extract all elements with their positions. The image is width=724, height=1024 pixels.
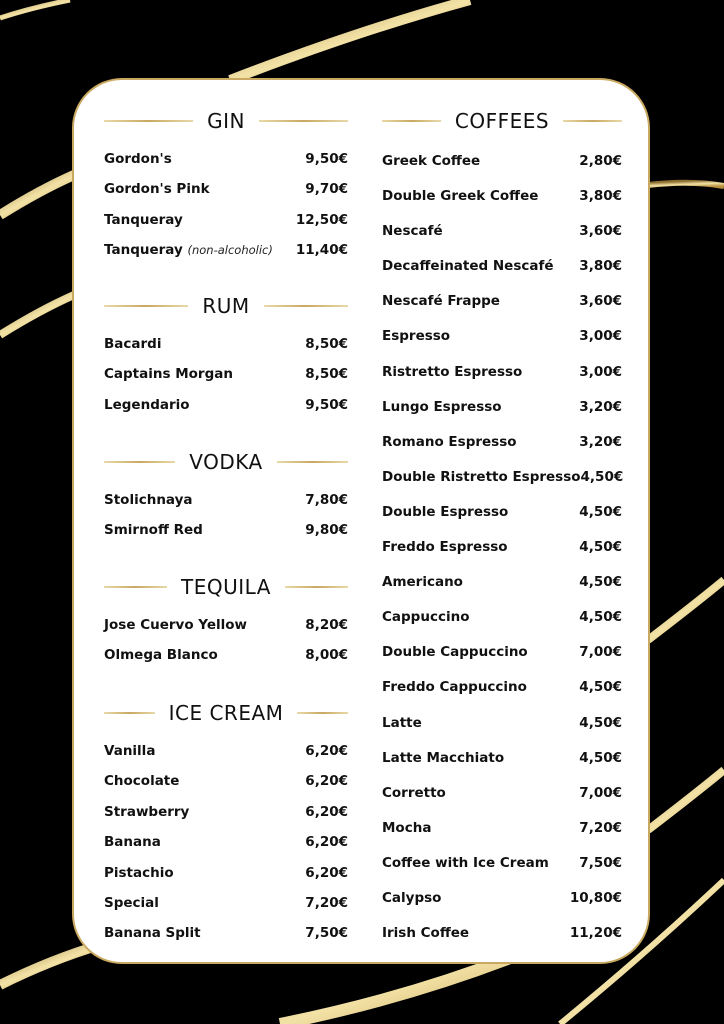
item-price: 7,00€ — [579, 784, 622, 801]
item-price: 6,20€ — [305, 803, 348, 820]
item-price: 8,50€ — [305, 336, 348, 352]
heading-line-left — [104, 461, 175, 463]
menu-item — [382, 811, 622, 846]
item-price: 9,50€ — [305, 396, 348, 413]
item-list — [104, 485, 348, 546]
section-tequila — [104, 572, 348, 671]
item-name: Chocolate — [104, 773, 180, 790]
menu-item — [382, 846, 622, 881]
item-name: Banana — [104, 834, 161, 851]
heading-line-right — [277, 461, 348, 463]
item-name: Legendario — [104, 396, 190, 413]
item-name: Gordon's Pink — [104, 181, 210, 198]
section-title: VODKA — [189, 450, 263, 474]
item-price: 3,60€ — [579, 223, 622, 240]
menu-item — [104, 485, 348, 515]
section-heading — [382, 106, 622, 136]
menu-item — [382, 916, 622, 951]
item-price: 4,50€ — [579, 574, 622, 591]
item-price: 4,50€ — [579, 679, 622, 696]
menu-item — [382, 319, 622, 354]
item-name: Mocha — [382, 819, 432, 836]
section-ice-cream — [104, 698, 348, 949]
item-name: Latte Macchiato — [382, 749, 505, 766]
item-note: (non-alcoholic) — [187, 243, 273, 258]
item-name: Latte — [382, 714, 422, 731]
item-name: Cappuccino — [382, 609, 470, 626]
item-price: 4,50€ — [579, 609, 622, 626]
item-name: Double Greek Coffee — [382, 188, 539, 205]
item-price: 2,80€ — [579, 153, 622, 169]
menu-item — [104, 390, 348, 420]
section-heading — [104, 291, 348, 321]
item-name: Smirnoff Red — [104, 522, 203, 539]
item-price: 3,80€ — [579, 258, 622, 275]
item-price: 6,20€ — [305, 834, 348, 851]
menu-item — [382, 425, 622, 460]
item-name: Olmega Blanco — [104, 647, 218, 664]
item-price: 4,50€ — [579, 503, 622, 520]
item-price: 10,80€ — [569, 889, 622, 906]
heading-line-left — [104, 120, 193, 122]
item-price: 11,20€ — [569, 925, 622, 942]
item-name: Romano Espresso — [382, 433, 517, 450]
item-name: Americano — [382, 574, 463, 591]
menu-item — [104, 918, 348, 948]
item-name: Strawberry — [104, 803, 190, 820]
menu-item — [382, 495, 622, 530]
item-price: 4,50€ — [580, 468, 624, 485]
menu-item — [382, 249, 622, 284]
item-name: Nescafé Frappe — [382, 293, 500, 310]
item-name: Double Ristretto Espresso — [382, 468, 581, 485]
item-name: Gordon's — [104, 151, 172, 167]
heading-line-right — [297, 712, 348, 714]
menu-item — [382, 706, 622, 741]
menu-item — [382, 600, 622, 635]
menu-item — [104, 797, 348, 827]
heading-line-left — [104, 305, 188, 307]
section-title: COFFEES — [454, 109, 550, 133]
item-price: 11,40€ — [295, 242, 348, 259]
menu-item — [382, 670, 622, 705]
item-name: Jose Cuervo Yellow — [104, 617, 247, 633]
menu-item — [104, 736, 348, 766]
item-price: 3,60€ — [579, 293, 622, 310]
heading-line-left — [104, 586, 167, 588]
item-price: 9,80€ — [305, 522, 348, 539]
item-price: 7,50€ — [579, 854, 622, 871]
item-price: 7,20€ — [579, 819, 622, 836]
item-name: Banana Split — [104, 925, 201, 942]
menu-item — [104, 766, 348, 796]
item-name: Special — [104, 894, 159, 911]
item-name: Double Cappuccino — [382, 644, 528, 661]
item-name: Pistachio — [104, 864, 174, 881]
menu-item — [382, 144, 622, 179]
section-heading — [104, 106, 348, 136]
menu-item — [382, 776, 622, 811]
section-heading — [104, 447, 348, 477]
item-price: 6,20€ — [305, 773, 348, 790]
menu-item — [104, 827, 348, 857]
menu-item — [382, 741, 622, 776]
item-name: Espresso — [382, 328, 451, 345]
item-price: 7,20€ — [305, 894, 348, 911]
menu-card — [74, 80, 648, 962]
section-title: TEQUILA — [181, 575, 271, 599]
menu-item — [104, 359, 348, 389]
item-name: Tanqueray — [104, 211, 183, 228]
item-name: Calypso — [382, 889, 442, 906]
item-list — [104, 736, 348, 949]
item-name: Irish Coffee — [382, 925, 470, 942]
item-name: Freddo Espresso — [382, 539, 508, 556]
section-title: GIN — [207, 109, 245, 133]
heading-line-right — [264, 305, 348, 307]
menu-item — [104, 205, 348, 235]
section-coffees — [382, 106, 622, 951]
item-list — [104, 329, 348, 420]
item-name: Ristretto Espresso — [382, 363, 523, 380]
item-name: Decaffeinated Nescafé — [382, 258, 554, 275]
section-vodka — [104, 447, 348, 546]
item-price: 6,20€ — [305, 864, 348, 881]
item-price: 4,50€ — [579, 539, 622, 556]
menu-item — [382, 390, 622, 425]
item-name: Vanilla — [104, 743, 156, 759]
menu-item — [104, 235, 348, 265]
section-title: ICE CREAM — [168, 701, 284, 725]
item-price: 8,00€ — [305, 647, 348, 664]
item-price: 6,20€ — [305, 743, 348, 759]
heading-line-left — [104, 712, 155, 714]
item-price: 9,50€ — [305, 151, 348, 167]
menu-item — [382, 881, 622, 916]
item-price: 7,00€ — [579, 644, 622, 661]
item-name: Captains Morgan — [104, 366, 233, 383]
item-price: 7,50€ — [305, 925, 348, 942]
heading-line-left — [382, 120, 441, 122]
item-price: 4,50€ — [579, 714, 622, 731]
section-title: RUM — [202, 294, 250, 318]
item-list — [104, 610, 348, 671]
section-heading — [104, 698, 348, 728]
menu-item — [104, 515, 348, 545]
menu-item — [382, 635, 622, 670]
menu-item — [104, 858, 348, 888]
item-price: 3,80€ — [579, 188, 622, 205]
section-rum — [104, 291, 348, 420]
item-name: Coffee with Ice Cream — [382, 854, 549, 871]
item-list — [382, 144, 622, 951]
item-name: Bacardi — [104, 336, 162, 352]
item-name: Corretto — [382, 784, 446, 801]
item-list — [104, 144, 348, 266]
menu-item — [382, 530, 622, 565]
item-price: 3,00€ — [579, 328, 622, 345]
item-name: Lungo Espresso — [382, 398, 502, 415]
menu-item — [104, 144, 348, 174]
item-price: 3,20€ — [579, 398, 622, 415]
menu-item — [104, 888, 348, 918]
heading-line-right — [259, 120, 348, 122]
item-name: Double Espresso — [382, 503, 509, 520]
item-name: Nescafé — [382, 223, 443, 240]
heading-line-right — [285, 586, 348, 588]
menu-item — [382, 565, 622, 600]
section-gin — [104, 106, 348, 266]
menu-item — [104, 174, 348, 204]
item-name: Greek Coffee — [382, 153, 481, 169]
menu-item — [104, 640, 348, 670]
menu-item — [382, 355, 622, 390]
menu-item — [104, 610, 348, 640]
section-heading — [104, 572, 348, 602]
item-price: 3,00€ — [579, 363, 622, 380]
heading-line-right — [563, 120, 622, 122]
item-name: Freddo Cappuccino — [382, 679, 527, 696]
item-price: 7,80€ — [305, 492, 348, 508]
item-name: Tanqueray — [104, 242, 183, 259]
item-price: 3,20€ — [579, 433, 622, 450]
item-price: 4,50€ — [579, 749, 622, 766]
menu-item — [382, 214, 622, 249]
menu-item — [382, 284, 622, 319]
menu-item — [382, 179, 622, 214]
item-price: 9,70€ — [305, 181, 348, 198]
menu-item — [382, 460, 622, 495]
item-price: 12,50€ — [295, 211, 348, 228]
item-price: 8,50€ — [305, 366, 348, 383]
item-price: 8,20€ — [305, 617, 348, 633]
item-name: Stolichnaya — [104, 492, 193, 508]
menu-item — [104, 329, 348, 359]
